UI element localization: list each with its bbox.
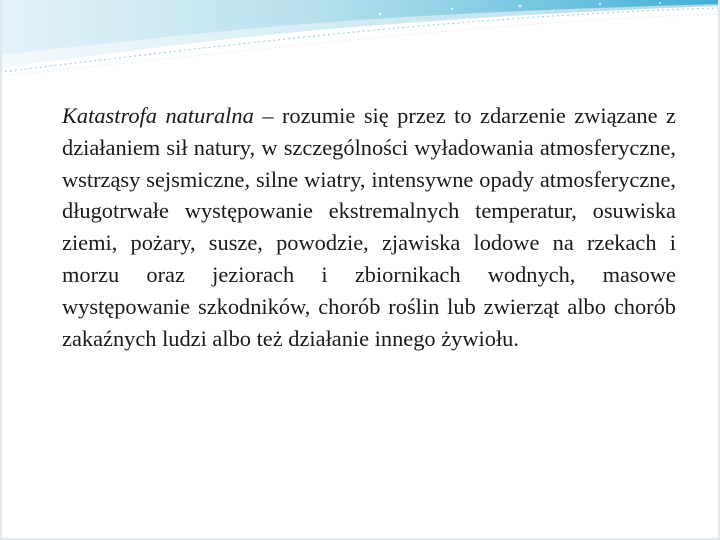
definition-text: – rozumie się przez to zdarzenie związane z działaniem sił natury, w szczególności wyładowania atmosferyczne, wstrząsy sejsmiczne, silne wiatry, intensywne opady atmosferyczne, długotrwałe występowanie ekstremalnych temperatur, osuwiska ziemi, pożary, susze, powodzie, zjawiska lodowe na rzekach i morzu oraz jeziorach i zbiornikach wodnych, masowe występowanie szkodników, chorób roślin lub zwierząt albo chorób zakaźnych ludzi albo też działanie innego żywiołu. — [62, 103, 676, 351]
defined-term: Katastrofa naturalna — [62, 103, 254, 128]
definition-paragraph — [62, 100, 676, 354]
left-border — [0, 0, 2, 540]
header-wave-decoration — [0, 0, 720, 80]
